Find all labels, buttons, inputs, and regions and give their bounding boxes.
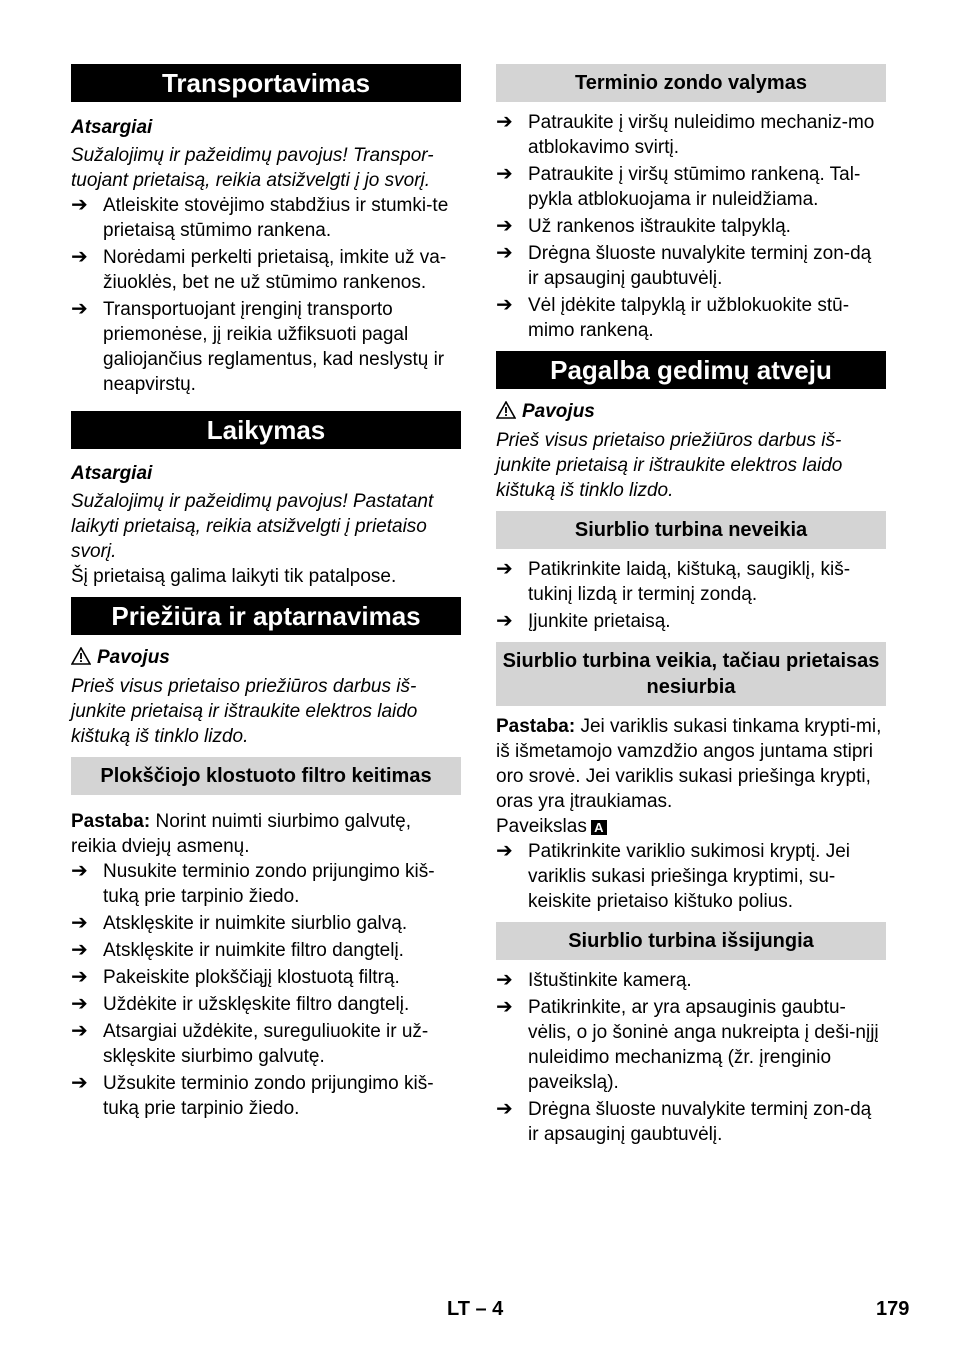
heading-pagalba: Pagalba gedimų atveju [496,351,886,389]
left-column [71,64,461,1123]
arrow-icon: ➔ [71,912,88,934]
caution-text: Sužalojimų ir pažeidimų pavojus! Transpor-tuojant prietaisą, reikia atsižvelgti į jo svorį. [71,145,434,191]
figure-ref [496,814,886,839]
danger-text: Prieš visus prietaiso priežiūros darbus iš-junkite prietaisą ir ištraukite elektros laido kištuką iš tinklo lizdo. [496,430,843,501]
list-item: ➔ Patraukite į viršų nuleidimo mechaniz-mo atblokavimo svirtį. [496,111,875,158]
filter-list [71,859,461,1121]
list-item: ➔ Nusukite terminio zondo prijungimo kiš-tuką prie tarpinio žiedo. [71,860,435,907]
heading-filtro-keitimas: Plokščiojo klostuoto filtro keitimas [71,757,461,795]
danger-label-row [496,399,886,424]
warning-triangle-icon [71,647,91,665]
probe-list [496,110,886,343]
footer-lang-page: LT – 4 [447,1298,504,1320]
caution-text: Sužalojimų ir pažeidimų pavojus! Pastatant laikyti prietaisą, reikia atsižvelgti į prietaiso svorį. [71,491,434,562]
list-item: ➔ Užsukite terminio zondo prijungimo kiš-tuką prie tarpinio žiedo. [71,1072,434,1119]
arrow-icon: ➔ [71,298,88,320]
list-item: ➔ Atleiskite stovėjimo stabdžius ir stumki-te prietaisą stūmimo rankena. [71,194,449,241]
arrow-icon: ➔ [496,610,513,632]
arrow-icon: ➔ [496,111,513,133]
arrow-icon: ➔ [496,215,513,237]
arrow-icon: ➔ [71,1072,88,1094]
note-label: Pastaba: [71,811,151,832]
arrow-icon: ➔ [71,860,88,882]
not-sucking-note [496,714,886,814]
warning-triangle-icon [496,401,516,419]
list-item: ➔ Atsargiai uždėkite, sureguliuokite ir už-sklęskite siurbimo galvutę. [71,1020,429,1067]
not-working-list [496,557,886,634]
list-item: ➔ Atsklęskite ir nuimkite siurblio galvą. [71,912,408,934]
list-item: ➔ Ištuštinkite kamerą. [496,969,692,991]
arrow-icon: ➔ [496,996,513,1018]
danger-label: Pavojus [97,647,170,668]
danger-text: Prieš visus prietaiso priežiūros darbus iš-junkite prietaisą ir ištraukite elektros laido kištuką iš tinklo lizdo. [71,676,418,747]
list-item: ➔ Drėgna šluoste nuvalykite terminį zon-dą ir apsauginį gaubtuvėlį. [496,242,872,289]
note-text: Norint nuimti siurbimo galvutę, reikia dviejų asmenų. [71,811,412,857]
list-item: ➔ Patikrinkite variklio sukimosi kryptį. Jei variklis sukasi priešinga kryptimi, su-keiskite prietaiso kištuko polius. [496,840,851,912]
heading-transportavimas: Transportavimas [71,64,461,102]
list-item: ➔ Norėdami perkelti prietaisą, imkite už va-žiuoklės, bet ne už stūmimo rankenos. [71,246,447,293]
figure-label: Paveikslas [496,816,587,837]
list-item: ➔ Už rankenos ištraukite talpyklą. [496,215,791,237]
heading-laikymas: Laikymas [71,411,461,449]
list-item: ➔ Uždėkite ir užsklęskite filtro dangtelį. [71,993,410,1015]
arrow-icon: ➔ [496,1098,513,1120]
list-item: ➔ Atsklęskite ir nuimkite filtro dangtelį. [71,939,404,961]
list-item: ➔ Patraukite į viršų stūmimo rankeną. Tal-pykla atblokuojama ir nuleidžiama. [496,163,861,210]
arrow-icon: ➔ [71,939,88,961]
list-item: ➔ Pakeiskite plokščiąjį klostuotą filtrą. [71,966,400,988]
arrow-icon: ➔ [71,1020,88,1042]
figure-badge: A [591,820,607,835]
heading-prieziura: Priežiūra ir aptarnavimas [71,597,461,635]
note-text: Jei variklis sukasi tinkama krypti-mi, iš išmetamojo vamzdžio angos juntama stipri oro srovė. Jei variklis sukasi priešinga krypti, oras yra įtraukiamas. [496,716,882,812]
arrow-icon: ➔ [496,969,513,991]
list-item: ➔ Patikrinkite, ar yra apsauginis gaubtu-vėlis, o jo šoninė anga nukreipta į deši-nįjį nuleidimo mechanizmą (žr. įrenginio paveikslą). [496,996,879,1093]
heading-turbina-issijungia: Siurblio turbina išsijungia [496,922,886,960]
list-item: ➔ Patikrinkite laidą, kištuką, saugiklį, kiš-tukinį lizdą ir terminį zondą. [496,558,851,605]
danger-label-row [71,645,461,670]
list-item: ➔ Vėl įdėkite talpyklą ir užblokuokite stū-mimo rankeną. [496,294,850,341]
list-item: ➔ Įjunkite prietaisą. [496,610,671,632]
arrow-icon: ➔ [496,558,513,580]
danger-label: Pavojus [522,401,595,422]
heading-turbina-neveikia: Siurblio turbina neveikia [496,511,886,549]
caution-label: Atsargiai [71,117,153,138]
arrow-icon: ➔ [71,246,88,268]
arrow-icon: ➔ [496,163,513,185]
transport-list [71,193,461,397]
arrow-icon: ➔ [71,993,88,1015]
arrow-icon: ➔ [496,242,513,264]
note-label: Pastaba: [496,716,576,737]
heading-turbina-nesiurbia: Siurblio turbina veikia, tačiau prietaisas nesiurbia [496,642,886,706]
not-sucking-list [496,839,886,914]
list-item: ➔ Drėgna šluoste nuvalykite terminį zon-dą ir apsauginį gaubtuvėlį. [496,1098,872,1145]
footer-page-number: 179 [876,1298,910,1320]
arrow-icon: ➔ [71,194,88,216]
heading-zondo-valymas: Terminio zondo valymas [496,64,886,102]
caution-label: Atsargiai [71,463,153,484]
storage-note: Šį prietaisą galima laikyti tik patalpose. [71,566,397,587]
arrow-icon: ➔ [496,294,513,316]
switches-off-list [496,968,886,1147]
arrow-icon: ➔ [496,840,513,862]
right-column [496,64,886,1149]
arrow-icon: ➔ [71,966,88,988]
filter-note [71,809,461,859]
list-item: ➔ Transportuojant įrenginį transporto priemonėse, jį reikia užfiksuoti pagal galiojančius reglamentus, kad neslystų ir neapvirstų. [71,298,445,395]
